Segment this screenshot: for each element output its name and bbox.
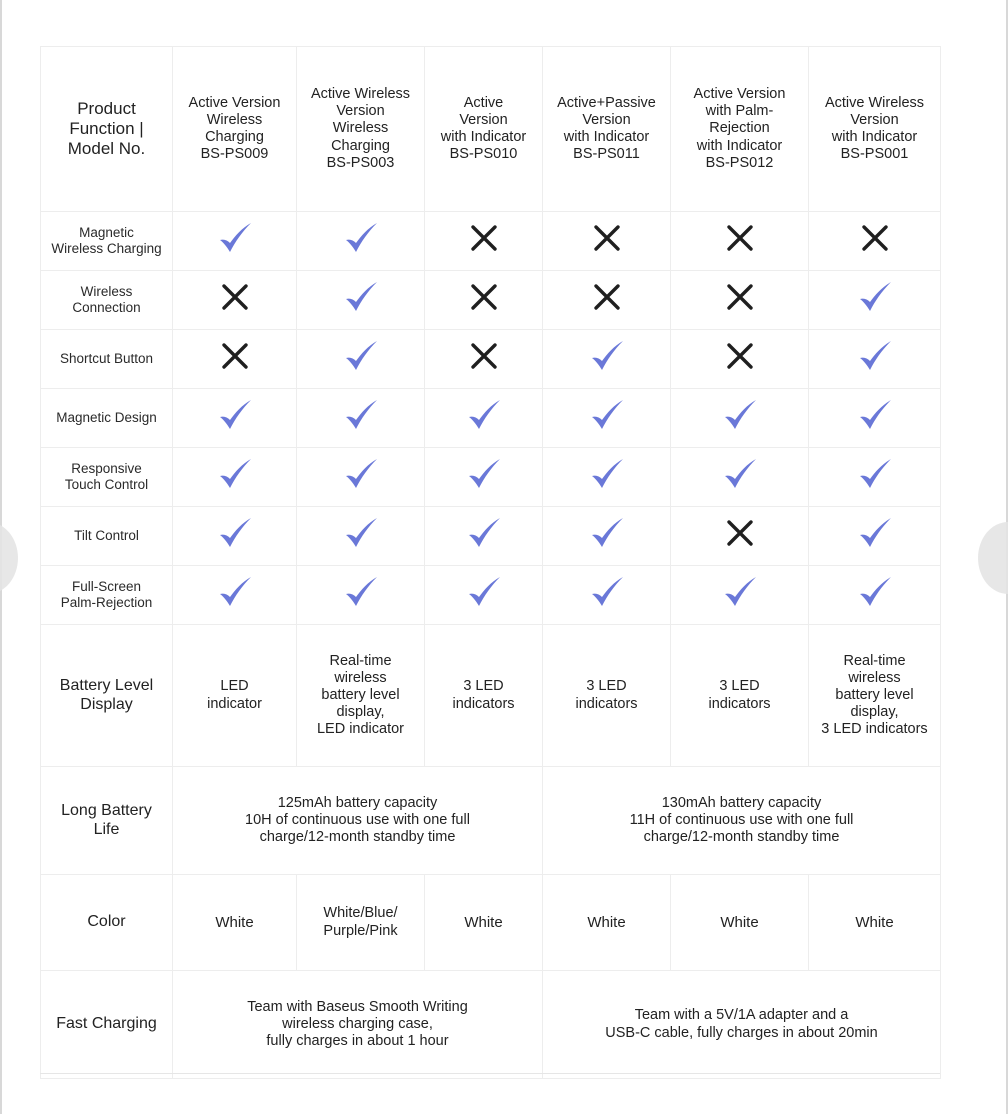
check-icon bbox=[341, 572, 381, 612]
check-icon bbox=[341, 454, 381, 494]
feature-cell bbox=[671, 566, 809, 625]
color-label: Color bbox=[41, 875, 173, 971]
color-cell bbox=[671, 875, 809, 971]
battery-display-line: Real-time bbox=[843, 652, 906, 669]
feature-label bbox=[41, 271, 173, 330]
header-label-line: Function | bbox=[69, 118, 144, 138]
battery-life-line: 10H of continuous use with one full bbox=[245, 811, 470, 828]
feature-label bbox=[41, 212, 173, 271]
check-icon bbox=[720, 572, 760, 612]
cross-icon bbox=[464, 336, 504, 376]
color-line: White bbox=[587, 913, 626, 931]
model-header-line: Wireless bbox=[332, 120, 389, 137]
feature-cell bbox=[173, 330, 297, 389]
feature-cell bbox=[297, 271, 425, 330]
feature-label bbox=[41, 330, 173, 389]
battery-display-line: wireless bbox=[334, 669, 387, 686]
fast-charging-line: Team with Baseus Smooth Writing bbox=[247, 998, 468, 1015]
feature-label bbox=[41, 389, 173, 448]
feature-cell bbox=[173, 448, 297, 507]
feature-cell bbox=[425, 566, 543, 625]
feature-label-line: Touch Control bbox=[64, 477, 149, 492]
feature-row bbox=[41, 330, 941, 389]
header-label bbox=[41, 47, 173, 212]
feature-cell bbox=[543, 448, 671, 507]
feature-row bbox=[41, 507, 941, 566]
model-header-line: Charging bbox=[331, 137, 390, 154]
fast-charging-row bbox=[41, 971, 941, 1079]
cross-icon bbox=[720, 513, 760, 553]
check-icon bbox=[855, 277, 895, 317]
color-line: Purple/Pink bbox=[323, 922, 398, 939]
battery-display-cell bbox=[543, 625, 671, 767]
battery-life-group-b bbox=[543, 767, 941, 875]
feature-cell bbox=[297, 566, 425, 625]
check-icon bbox=[587, 572, 627, 612]
feature-label-line: Connection bbox=[72, 300, 141, 315]
battery-life-line: charge/12-month standby time bbox=[259, 829, 456, 846]
color-row bbox=[41, 875, 941, 971]
check-icon bbox=[855, 395, 895, 435]
battery-display-label bbox=[41, 625, 173, 767]
check-icon bbox=[855, 513, 895, 553]
battery-life-line: charge/12-month standby time bbox=[643, 829, 840, 846]
battery-life-group-a bbox=[173, 767, 543, 875]
battery-display-line: 3 LED indicators bbox=[821, 721, 928, 738]
battery-life-line: 125mAh battery capacity bbox=[277, 794, 438, 811]
model-header bbox=[543, 47, 671, 212]
feature-cell bbox=[809, 389, 941, 448]
model-header-line: Version bbox=[459, 111, 508, 128]
model-header-line: BS-PS003 bbox=[326, 154, 395, 171]
model-header-line: BS-PS001 bbox=[840, 146, 909, 163]
battery-display-line: indicators bbox=[452, 695, 515, 712]
battery-life-line: 11H of continuous use with one full bbox=[629, 811, 854, 828]
battery-display-line: display, bbox=[336, 704, 385, 721]
feature-cell bbox=[425, 389, 543, 448]
check-icon bbox=[464, 513, 504, 553]
check-icon bbox=[587, 336, 627, 376]
feature-cell bbox=[809, 507, 941, 566]
feature-row bbox=[41, 271, 941, 330]
battery-display-line: 3 LED bbox=[719, 678, 760, 695]
cross-icon bbox=[215, 277, 255, 317]
model-header-line: BS-PS009 bbox=[200, 146, 269, 163]
battery-display-cell bbox=[809, 625, 941, 767]
model-header bbox=[425, 47, 543, 212]
fast-charging-line: USB-C cable, fully charges in about 20min bbox=[605, 1024, 878, 1041]
feature-cell bbox=[671, 389, 809, 448]
model-header-line: Version bbox=[336, 103, 385, 120]
feature-cell bbox=[671, 330, 809, 389]
battery-display-line: battery level bbox=[835, 686, 914, 703]
model-header-line: Active Wireless bbox=[824, 94, 925, 111]
check-icon bbox=[215, 395, 255, 435]
battery-display-line: Real-time bbox=[329, 652, 392, 669]
cross-icon bbox=[464, 277, 504, 317]
header-label-line: Product bbox=[77, 98, 136, 118]
battery-display-line: display, bbox=[850, 704, 899, 721]
row-label-line: Battery Level bbox=[59, 676, 154, 694]
cross-icon bbox=[464, 218, 504, 258]
table-bottom-rule bbox=[40, 1073, 940, 1074]
feature-cell bbox=[543, 389, 671, 448]
check-icon bbox=[464, 572, 504, 612]
color-cell bbox=[543, 875, 671, 971]
comparison-table bbox=[40, 46, 941, 1079]
check-icon bbox=[464, 454, 504, 494]
check-icon bbox=[215, 454, 255, 494]
feature-cell bbox=[297, 507, 425, 566]
battery-display-cell bbox=[671, 625, 809, 767]
feature-row bbox=[41, 389, 941, 448]
model-header-line: BS-PS011 bbox=[573, 146, 640, 163]
feature-label-line: Responsive bbox=[71, 461, 142, 477]
cross-icon bbox=[215, 336, 255, 376]
model-header-line: with Palm- bbox=[705, 103, 774, 120]
next-image-button[interactable] bbox=[978, 522, 1008, 594]
feature-cell bbox=[671, 212, 809, 271]
feature-cell bbox=[297, 330, 425, 389]
feature-label-line: Wireless Charging bbox=[51, 241, 162, 256]
fast-charging-group-a bbox=[173, 971, 543, 1079]
feature-cell bbox=[425, 507, 543, 566]
battery-life-row bbox=[41, 767, 941, 875]
feature-cell bbox=[297, 389, 425, 448]
battery-display-line: 3 LED bbox=[586, 678, 627, 695]
cross-icon bbox=[720, 277, 760, 317]
battery-display-line: indicators bbox=[575, 695, 638, 712]
model-header-line: with Indicator bbox=[440, 129, 527, 145]
feature-label-line: Magnetic bbox=[79, 225, 134, 241]
color-cell bbox=[173, 875, 297, 971]
feature-cell bbox=[543, 212, 671, 271]
feature-cell bbox=[173, 271, 297, 330]
battery-display-line: indicators bbox=[708, 695, 771, 712]
feature-label-line: Shortcut Button bbox=[59, 351, 154, 367]
feature-cell bbox=[543, 507, 671, 566]
battery-display-line: LED bbox=[220, 678, 249, 695]
feature-label-line: Magnetic Design bbox=[56, 410, 157, 426]
color-line: White bbox=[855, 913, 894, 931]
color-line: White bbox=[464, 913, 503, 931]
feature-cell bbox=[671, 271, 809, 330]
feature-cell bbox=[543, 330, 671, 389]
feature-row bbox=[41, 448, 941, 507]
check-icon bbox=[855, 454, 895, 494]
feature-cell bbox=[297, 212, 425, 271]
model-header-line: BS-PS012 bbox=[705, 154, 774, 171]
battery-display-row bbox=[41, 625, 941, 767]
check-icon bbox=[855, 572, 895, 612]
feature-cell bbox=[297, 448, 425, 507]
cross-icon bbox=[587, 218, 627, 258]
battery-display-cell bbox=[173, 625, 297, 767]
feature-label-line: Palm-Rejection bbox=[60, 595, 153, 610]
model-header bbox=[173, 47, 297, 212]
feature-cell bbox=[425, 271, 543, 330]
battery-display-cell bbox=[297, 625, 425, 767]
header-row bbox=[41, 47, 941, 212]
color-cell bbox=[297, 875, 425, 971]
check-icon bbox=[341, 513, 381, 553]
check-icon bbox=[215, 513, 255, 553]
check-icon bbox=[341, 218, 381, 258]
model-header-line: Charging bbox=[205, 129, 264, 145]
color-cell bbox=[425, 875, 543, 971]
check-icon bbox=[341, 395, 381, 435]
feature-cell bbox=[425, 330, 543, 389]
cross-icon bbox=[720, 336, 760, 376]
battery-display-line: battery level bbox=[321, 686, 400, 703]
battery-display-line: wireless bbox=[848, 669, 901, 686]
feature-cell bbox=[173, 389, 297, 448]
feature-cell bbox=[671, 448, 809, 507]
header-label-line: Model No. bbox=[67, 139, 146, 159]
battery-display-cell bbox=[425, 625, 543, 767]
battery-life-line: 130mAh battery capacity bbox=[661, 794, 822, 811]
check-icon bbox=[341, 277, 381, 317]
check-icon bbox=[587, 454, 627, 494]
cross-icon bbox=[720, 218, 760, 258]
model-header-line: Active bbox=[463, 94, 504, 111]
model-header-line: Active Version bbox=[693, 86, 786, 103]
model-header-line: with Indicator bbox=[563, 129, 650, 145]
fast-charging-line: fully charges in about 1 hour bbox=[266, 1033, 449, 1050]
feature-cell bbox=[173, 566, 297, 625]
model-header-line: Version bbox=[850, 111, 899, 128]
color-line: White bbox=[720, 913, 759, 931]
feature-cell bbox=[809, 330, 941, 389]
model-header bbox=[297, 47, 425, 212]
battery-display-line: LED indicator bbox=[316, 721, 405, 738]
model-header-line: Rejection bbox=[709, 120, 770, 137]
fast-charging-line: wireless charging case, bbox=[282, 1015, 433, 1032]
color-cell bbox=[809, 875, 941, 971]
feature-row bbox=[41, 566, 941, 625]
feature-label bbox=[41, 566, 173, 625]
row-label-line: Life bbox=[93, 820, 120, 838]
feature-label bbox=[41, 448, 173, 507]
battery-life-label bbox=[41, 767, 173, 875]
color-line: White/Blue/ bbox=[323, 905, 398, 922]
feature-cell bbox=[671, 507, 809, 566]
model-header-line: Active Wireless bbox=[310, 86, 411, 103]
check-icon bbox=[587, 395, 627, 435]
model-header-line: Version bbox=[582, 111, 631, 128]
check-icon bbox=[855, 336, 895, 376]
check-icon bbox=[720, 395, 760, 435]
battery-display-line: 3 LED bbox=[463, 678, 504, 695]
feature-cell bbox=[543, 271, 671, 330]
color-line: White bbox=[215, 913, 254, 931]
check-icon bbox=[587, 513, 627, 553]
feature-cell bbox=[543, 566, 671, 625]
previous-image-button[interactable] bbox=[0, 522, 18, 594]
feature-cell bbox=[425, 212, 543, 271]
check-icon bbox=[464, 395, 504, 435]
feature-label bbox=[41, 507, 173, 566]
feature-row bbox=[41, 212, 941, 271]
row-label-line: Long Battery bbox=[61, 801, 152, 819]
feature-cell bbox=[809, 212, 941, 271]
feature-cell bbox=[809, 271, 941, 330]
feature-cell bbox=[173, 507, 297, 566]
model-header-line: BS-PS010 bbox=[449, 146, 518, 163]
feature-cell bbox=[425, 448, 543, 507]
model-header-line: with Indicator bbox=[831, 129, 918, 145]
check-icon bbox=[720, 454, 760, 494]
cross-icon bbox=[587, 277, 627, 317]
cross-icon bbox=[855, 218, 895, 258]
feature-label-line: Wireless bbox=[80, 284, 133, 300]
model-header-line: with Indicator bbox=[696, 137, 783, 154]
feature-cell bbox=[173, 212, 297, 271]
model-header-line: Active Version bbox=[188, 94, 281, 111]
feature-label-line: Full-Screen bbox=[71, 579, 142, 595]
model-header bbox=[809, 47, 941, 212]
model-header bbox=[671, 47, 809, 212]
fast-charging-group-b bbox=[543, 971, 941, 1079]
model-header-line: Wireless bbox=[206, 111, 263, 128]
feature-cell bbox=[809, 448, 941, 507]
row-label-line: Display bbox=[80, 695, 133, 713]
model-header-line: Active+Passive bbox=[557, 94, 656, 111]
feature-cell bbox=[809, 566, 941, 625]
fast-charging-label: Fast Charging bbox=[41, 971, 173, 1079]
check-icon bbox=[341, 336, 381, 376]
check-icon bbox=[215, 218, 255, 258]
feature-label-line: Tilt Control bbox=[74, 528, 139, 544]
battery-display-line: indicator bbox=[207, 695, 262, 712]
check-icon bbox=[215, 572, 255, 612]
fast-charging-line: Team with a 5V/1A adapter and a bbox=[634, 1007, 849, 1024]
